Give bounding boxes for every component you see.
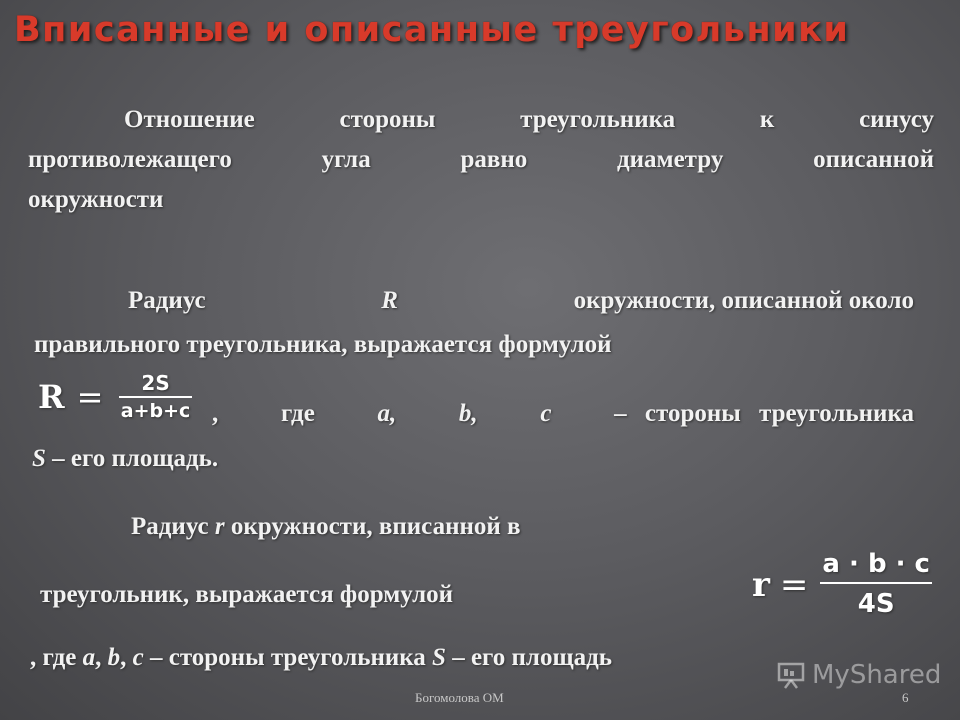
sine-rule-line-1: Отношение стороны треугольника к синусу (124, 106, 934, 133)
inradius-word: Радиус (131, 513, 209, 540)
formula-R-lhs: R (38, 378, 65, 416)
side-a: a, (377, 400, 397, 427)
area-description: – его площадь. (52, 445, 219, 472)
circumradius-word: Радиус (128, 287, 206, 314)
formula-r-lhs: r (752, 565, 770, 605)
sine-rule-line-3: окружности (28, 186, 164, 213)
formula-R-equals: = (76, 378, 104, 416)
inradius-rest: окружности, вписанной в (230, 513, 521, 540)
formula-r-fraction (820, 546, 932, 624)
final-where: , где (30, 644, 77, 671)
paragraph-circumradius-line-2: правильного треугольника, выражается формулой (34, 331, 612, 358)
formula-R-denominator: a+b+c (120, 400, 191, 422)
side-b: b, (458, 400, 478, 427)
final-sep-2: , (120, 644, 127, 671)
watermark (776, 660, 941, 690)
area-variable: S (32, 445, 46, 472)
inradius-variable: r (214, 513, 225, 540)
circumradius-variable: R (381, 287, 398, 314)
sine-rule-line-2: противолежащего угла равно диаметру описанной (28, 146, 934, 173)
formula-R-fraction (119, 370, 191, 424)
final-area-variable: S (432, 644, 446, 671)
paragraph-sine-rule (28, 100, 934, 220)
paragraph-final-where (30, 638, 612, 678)
final-side-a: a (82, 644, 96, 671)
final-side-c: c (132, 644, 144, 671)
slide-title: Вписанные и описанные треугольники (14, 10, 850, 50)
footer-page-number: 6 (902, 690, 909, 705)
formula-R-numerator: 2S (119, 370, 191, 398)
sides-description: – стороны треугольника (614, 400, 914, 427)
final-sides-description: – стороны треугольника (149, 644, 426, 671)
side-c: c (540, 400, 552, 427)
footer-author: Богомолова ОМ (415, 690, 504, 705)
comma: , (212, 400, 219, 427)
formula-inradius (752, 546, 932, 624)
paragraph-where-sides-line-2 (32, 439, 218, 479)
formula-circumradius (38, 370, 192, 424)
circumradius-rest: окружности, описанной около (573, 287, 914, 314)
paragraph-circumradius-line-1 (128, 281, 914, 321)
paragraph-where-sides-line-1 (212, 394, 914, 434)
where-word: где (280, 400, 315, 427)
formula-r-denominator: 4S (857, 589, 895, 619)
paragraph-inradius-line-1 (131, 507, 521, 547)
watermark-text: MyShared (812, 660, 942, 690)
formula-r-equals: = (779, 565, 809, 605)
final-sep-1: , (95, 644, 102, 671)
paragraph-inradius-line-2: треугольник, выражается формулой (40, 581, 454, 608)
presentation-board-icon (776, 661, 806, 689)
final-side-b: b (107, 644, 121, 671)
final-area-description: – его площадь (452, 644, 612, 671)
formula-r-numerator: a · b · c (820, 546, 932, 584)
